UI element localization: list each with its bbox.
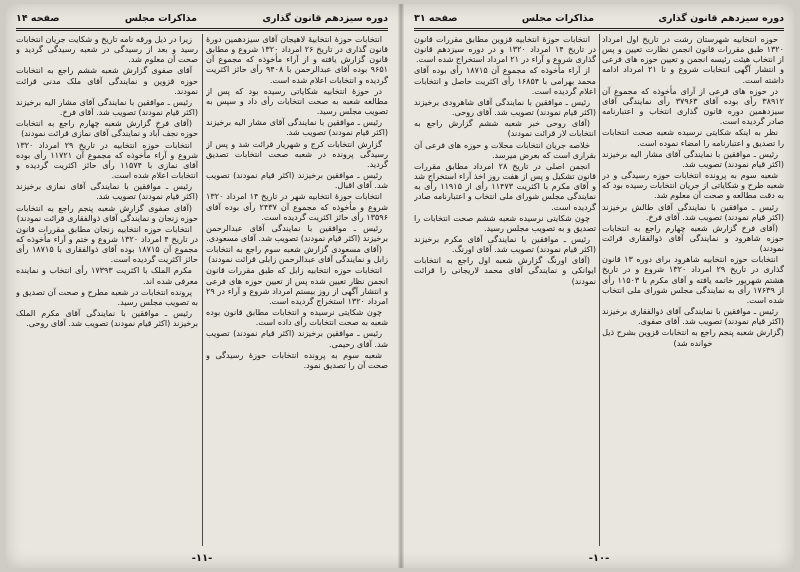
paragraph: رئیس ـ موافقین با نمایندگی آقای مشار الیه برخیزند (اکثر قیام نمودند) تصویب شد. آقای فرخ. [16,96,198,118]
paragraph: رئیس ـ موافقین با نمایندگی آقای طالش برخیزند (اکثر قیام نمودند) تصویب شد. آقای فرخ. [602,201,784,222]
paragraph: چون شکایتی نرسیده شعبه ششم صحت انتخابات را تصدیق و به تصویب مجلس رسید. [414,212,596,233]
right-page-number: -۱۰- [588,553,610,564]
paragraph: انجمن اصلی در تاریخ ۲۸ امرداد مطابق مقررات قانون تشکیل و پس از هفت روز اخذ آراء استخراج شد و آقای مکرم با اکثریت ۱۱۴۷۳ رأی از ۱۱۹۱۵ رأی به نمایندگی مجلس شورای ملی انتخاب و اعتبارنامه صادر گردیده است. [414,160,596,212]
right-header-volume: دوره سیزدهم قانون گذاری [658,12,784,24]
paragraph: انتخابات حوزه انتخابیه زابل که طبق مقررات قانون انجمن نظار تعیین شده پس از تعیین حوزه های فرعی و انتشار آگهی از روز بیستم امرداد شروع و آراء در ۲۹ امرداد ۱۳۲۰ استخراج گردیده است. [206,265,388,306]
column-divider [202,34,203,546]
paragraph: رئیس ـ موافقین با نمایندگی آقای مکرم برخیزند (اکثر قیام نمودند) تصویب شد. آقای اورنگ. [414,233,596,255]
left-page [6,4,398,568]
paragraph: حوزه انتخابیه شهرستان رشت در تاریخ اول امرداد ۱۳۲۰ طبق مقررات قانون انجمن نظارت تعیین و پس از انتخاب هیئت رئیسه انجمن و تعیین حوزه های فرعی و انتشار آگهی انتخابات شروع و تا ۲۱ امرداد ادامه داشته است. [602,34,784,85]
paragraph: رئیس ـ موافقین با نمایندگی آقای ذوالفقاری برخیزند (اکثر قیام نمودند) تصویب شد. آقای صفوی. [602,306,784,327]
book-spread [6,4,794,568]
paragraph: گزارش انتخابات کرج و شهریار قرائت شد و پس از رسیدگی پرونده در شعبه صحت انتخابات تصدیق گردید. [206,138,388,169]
paragraph: (آقای روحی خبر شعبه ششم گزارش راجع به انتخابات لار قرائت نمودند) [414,118,596,139]
paragraph: (آقای فرخ گزارش شعبه چهارم راجع به انتخابات حوزه نجف آباد و نمایندگی آقای نمازی قرائت نمودند) [16,118,198,139]
right-header-title: مذاکرات مجلس [521,12,595,24]
paragraph: انتخابات حوزه انتخابیه در تاریخ ۲۹ امرداد ۱۳۲۰ شروع و آراء مأخوذه که مجموع آن ۱۱۷۲۱ رأی بوده آقای نمازی با ۱۱۵۷۴ رأی حائز اکثریت گردیده و انتخابات اعلام شده است. [16,139,198,181]
paragraph: رئیس ـ موافقین برخیزند (اکثر قیام نمودند) تصویب شد. آقای اقبال. [206,170,388,191]
left-page-right-column [206,34,388,546]
paragraph: رئیس ـ موافقین با نمایندگی آقای مشار الیه برخیزند (اکثر قیام نمودند) تصویب شد. [206,117,388,138]
left-page-header [16,10,388,26]
paragraph: رئیس ـ موافقین با نمایندگی آقای شاهرودی برخیزند (اکثر قیام نمودند) تصویب شد. آقای روحی. [414,96,596,118]
right-page-columns [414,34,784,546]
right-page-left-column [414,34,596,546]
paragraph: (آقای اورنگ گزارش شعبه اول راجع به انتخابات ایوانکی و نمایندگی آقای محمد لاریجانی را قرائت نمودند) [414,255,596,286]
left-header-rule [16,28,388,31]
paragraph: رئیس ـ موافقین با نمایندگی آقای نمازی برخیزند (اکثر قیام نمودند) تصویب شد. [16,181,198,202]
paragraph: پرونده انتخابات در شعبه مطرح و صحت آن تصدیق و به تصویب مجلس رسید. [16,286,198,307]
left-page-columns [16,34,388,546]
paragraph: شعبه سوم به پرونده انتخابات حوزهٔ رسیدگی و صحت آن را تصدیق نمود. [206,349,388,370]
left-header-volume: دوره سیزدهم قانون گذاری [262,12,388,24]
paragraph: در حوزهٔ انتخابیه شکایاتی رسیده بود که پس از مطالعه شعبه به صحت انتخابات رأی داد و سپس به تصویب مجلس رسید. [206,85,388,117]
paragraph: خلاصه جریان انتخابات محلات و حوزه های فرعی آن بقراری است که بعرض میرسد. [414,139,596,160]
paragraph: رئیس ـ موافقین با نمایندگی آقای مکرم الملک برخیزند (اکثر قیام نمودند) تصویب شد. آقای روحی. [16,308,198,329]
left-page-number: -۱۱- [191,553,213,564]
paragraph: مکرم الملک با اکثریت ۱۷۳۹۳ رأی انتخاب و نماینده معرفی شده اند. [16,265,198,286]
right-page [404,4,794,568]
right-page-right-column [602,34,784,546]
paragraph: (آقای فرخ گزارش شعبه چهارم راجع به انتخابات حوزه شاهرود و نمایندگی آقای ذوالفقاری قرائت نمودند) [602,222,784,254]
paragraph: زیرا در ذیل ورقه نامه تاریخ و شکایت جریان انتخابات رسید و بعد از رسیدگی در شعبه رسیدگی گردید و صحت آن معلوم شد. [16,34,198,65]
paragraph: انتخابات حوزهٔ انتخابیهٔ لاهیجان آقای سیزدهمین دورهٔ قانون گذاری در تاریخ ۲۶ امرداد ۱۳۲۰ شروع و مطابق قانون گزارش یافته و از آراء مأخوذه که مجموع آن ۹۶۵۱ بوده آقای عبدالرحمن با ۹۴۰۸ رأی حائز اکثریت گردیده و انتخابات اعلام شده است. [206,34,388,85]
paragraph: (گزارش شعبه پنجم راجع به انتخابات قزوین بشرح ذیل خوانده شد) [602,327,784,348]
right-header-page-label: صفحه ۳۱ [414,12,458,24]
paragraph: آقای صفوی گزارش شعبه ششم راجع به انتخابات حوزه قزوین و نمایندگی آقای ملک مدنی قرائت نمودند. [16,65,198,96]
paragraph: (آقای صفوی گزارش شعبه پنجم راجع به انتخابات حوزه زنجان و نمایندگی آقای ذوالفقاری قرائت نمودند) [16,202,198,223]
paragraph: انتخابات حوزه انتخابیه شاهرود برای دوره ۱۳ قانون گذاری در تاریخ ۲۹ امرداد ۱۳۲۰ شروع و در تاریخ هشتم شهریور خاتمه یافته و آقای مکرم با ۱۱۵۰۳ رأی از ۱۷۶۳۹ رأی به نمایندگی مجلس شورای ملی انتخاب شده است. [602,254,784,305]
paragraph: (آقای مسعودی گزارش شعبه سوم راجع به انتخابات زابل و نمایندگی آقای عبدالرحمن زابلی قرائت نمودند) [206,244,388,265]
right-header-rule [414,28,784,31]
paragraph: از آراء مأخوذه که مجموع آن ۱۸۷۱۵ رأی بوده آقای محمد بهرامی با ۱۶۸۵۴ رأی اکثریت حاصل و انتخابات اعلام گردیده است. [414,65,596,96]
paragraph: رئیس ـ موافقین با نمایندگی آقای مشار الیه برخیزند (اکثر قیام نمودند) تصویب شد. [602,148,784,169]
paragraph: در حوزه های فرعی از آرای مأخوذه که مجموع آن ۳۸۹۱۲ رأی بوده آقای ۳۷۹۶۳ رأی نمایندگی آقای سیزدهمین دوره قانون گذاری انتخاب و اعتبارنامه صادر گردیده است. [602,85,784,127]
paragraph: رئیس ـ موافقین برخیزند (اکثر قیام نمودند) تصویب شد. آقای رحیمی. [206,328,388,349]
paragraph: انتخابات حوزه انتخابیه زنجان مطابق مقررات قانون در تاریخ ۴ امرداد ۱۳۲۰ شروع و ختم و آراء مأخوذه که مجموع آن ۱۸۷۱۵ بوده آقای ذوالفقاری با ۱۸۷۱۵ رأی حائز اکثریت گردیده است. [16,223,198,265]
left-header-title: مذاکرات مجلس [124,12,198,24]
right-page-header [414,10,784,26]
paragraph: شعبه سوم به پرونده انتخابات حوزه رسیدگی و در شعبه طرح و شکایاتی از جریان انتخابات رسیده بود که به دقت مطالعه و صحت آن معلوم شد. [602,170,784,201]
paragraph: انتخابات حوزهٔ انتخابیه شهر در تاریخ ۱۴ امرداد ۱۳۲۰ شروع و مأخوذه که مجموع آن ۲۴۳۷ رأی بوده آقای ۱۳۵۹۶ رأی حائز اکثریت گردیده است. [206,191,388,222]
left-header-page-label: صفحه ۱۴ [16,12,60,24]
paragraph: رئیس ـ موافقین با نمایندگی آقای عبدالرحمن برخیزند (اکثر قیام نمودند) تصویب شد. آقای مسعودی. [206,222,388,243]
paragraph: انتخابات حوزهٔ انتخابیه قزوین مطابق مقررات قانون در تاریخ ۱۴ امرداد ۱۳۲۰ و در دوره سیزدهم قانون گذاری شروع و آراء در ۲۱ امرداد استخراج شده است. [414,34,596,65]
paragraph: چون شکایتی نرسیده و انتخابات مطابق قانون بوده شعبه به صحت انتخابات رأی داده است. [206,307,388,328]
left-page-left-column [16,34,198,546]
column-divider [599,34,600,546]
paragraph: نظر به اینکه شکایتی نرسیده شعبه صحت انتخابات را تصدیق و اعتبارنامه را امضاء نموده است. [602,127,784,148]
